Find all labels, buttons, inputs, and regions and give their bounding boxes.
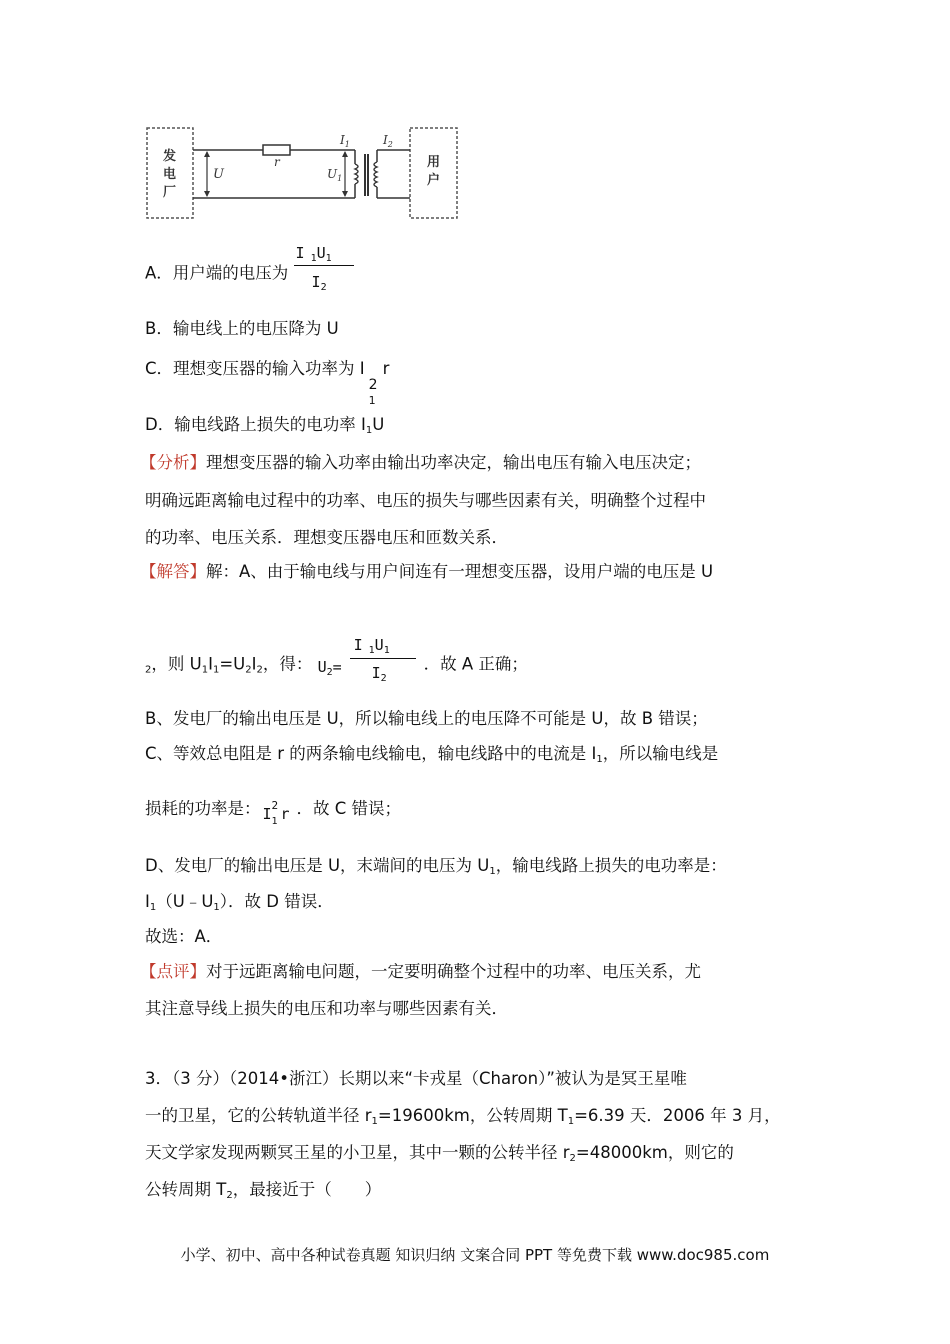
answer-line-b: B、发电厂的输出电压是 U，所以输电线上的电压降不可能是 U，故 B 错误； (145, 709, 708, 728)
option-c: C．理想变压器的输入功率为 I 1 2 r (145, 359, 390, 407)
power-plant-label-2: 电 (163, 167, 177, 182)
analysis-line-1: 【分析】理想变压器的输入功率由输出功率决定，输出电压有输入电压决定； (140, 453, 701, 472)
answer-line-1: 【解答】解：A、由于输电线与用户间连有一理想变压器，设用户端的电压是 U (140, 562, 714, 581)
question3-line-4: 公转周期 $T_2$，最接近于（ ） (145, 1180, 382, 1201)
secondary-coil (374, 162, 377, 187)
question3-line-3: 天文学家发现两颗冥王星的小卫星，其中一颗的公转半径 $r_2=48000km$，则它的 (145, 1143, 734, 1164)
circuit-diagram (145, 124, 465, 224)
analysis-tag: 【分析】 (140, 453, 206, 472)
answer-line-d2: $I_1(U﹣U_1)$．故 D 错误． (145, 892, 334, 913)
option-a (145, 244, 354, 296)
user-label-2: 户 (427, 173, 441, 188)
comment-line-1: 【点评】对于远距离输电问题，一定要明确整个过程中的功率、电压关系，尤 (140, 962, 701, 981)
resistor-r (263, 145, 290, 155)
answer-line-2: $_2$，则 $U_1I_1=U_2I_2$，得： $U_2=$ I $_1U_1$ $I_2$ ．故 A 正确； (145, 640, 528, 690)
power-plant-label-3: 厂 (163, 185, 177, 200)
question3-line-2: 一的卫星，它的公转轨道半径 $r_1=19600km$，公转周期 $T_1=6.39$ 天．2006 年 3 月， (145, 1106, 781, 1127)
comment-line-2: 其注意导线上损失的电压和功率与哪些因素有关． (145, 999, 508, 1018)
comment-tag: 【点评】 (140, 962, 206, 981)
question3-line-1: 3．（3 分）（2014•浙江）长期以来“卡戎星（Charon）”被认为是冥王星唯 (145, 1069, 687, 1088)
answer-line-c1: C、等效总电阻是 r 的两条输电线输电，输电线路中的电流是 $I_1$，所以输电线是 (145, 744, 719, 765)
answer-choice: 故选：A． (145, 927, 223, 946)
option-a-fraction: $\frac{I _1U_1}{I_2}$ (294, 250, 354, 294)
option-b: B．输电线上的电压降为 U (145, 319, 339, 338)
label-I2: $I_2$ (383, 133, 393, 149)
analysis-line-3: 的功率、电压关系．理想变压器电压和匝数关系． (145, 528, 508, 547)
option-d: D．输电线路上损失的电功率 $I_1U$ (145, 415, 385, 436)
option-a-text: A．用户端的电压为 (145, 263, 289, 283)
answer-line-c2: 损耗的功率是： I 2 1 r ．故 C 错误； (145, 798, 402, 827)
answer-fraction: $U_2=$ I $_1U_1$ $I_2$ (318, 646, 424, 696)
analysis-line-2: 明确远距离输电过程中的功率、电压的损失与哪些因素有关，明确整个过程中 (145, 491, 706, 510)
answer-line-d1: D、发电厂的输出电压是 U，末端间的电压为 $U_1$，输电线路上损失的电功率是： (145, 856, 727, 877)
user-label-1: 用 (427, 155, 441, 170)
label-U: U (213, 167, 224, 182)
label-I1: $I_1$ (340, 133, 350, 149)
primary-coil (355, 164, 358, 184)
power-plant-label-1: 发 (163, 149, 177, 164)
answer-tag: 【解答】 (140, 562, 206, 581)
label-U1: $U_1$ (327, 167, 343, 183)
footer: 小学、初中、高中各种试卷真题 知识归纳 文案合同 PPT 等免费下载 www.doc985.com (180, 1246, 770, 1264)
label-r: r (274, 155, 280, 169)
